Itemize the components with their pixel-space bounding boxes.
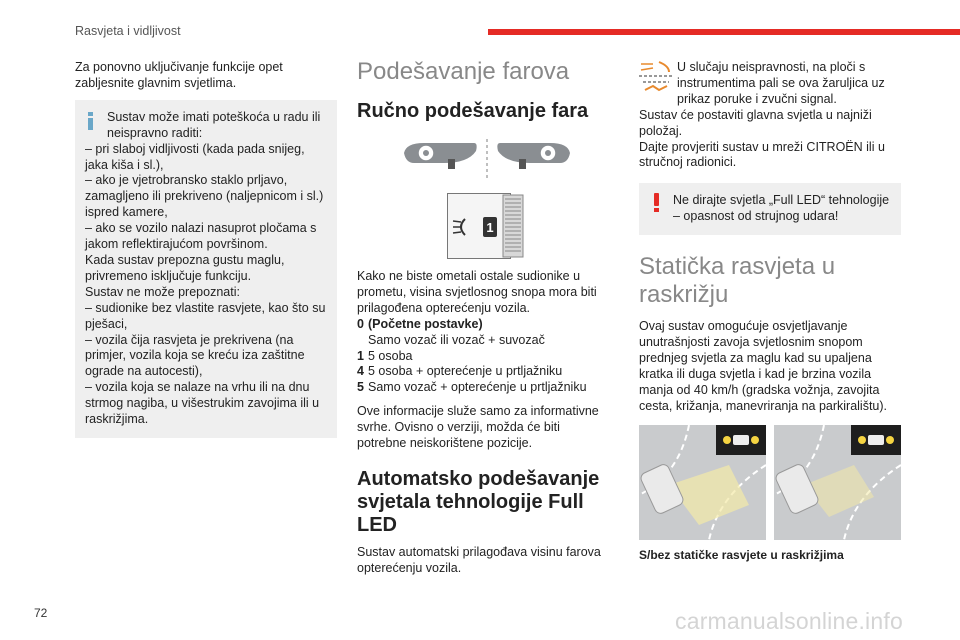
column-right (639, 60, 901, 564)
info-box-line: – ako se vozilo nalazi nasuprot pločama s jakom reflektirajućom površinom. (85, 221, 317, 252)
illustration-without-lighting (774, 425, 901, 540)
level-detail: Samo vozač ili vozač + suvozač (368, 332, 545, 347)
illustration-caption: S/bez statičke rasvjete u raskrižjima (639, 547, 844, 562)
illustration-with-lighting (639, 425, 766, 540)
info-icon (88, 112, 93, 130)
column-left (75, 60, 337, 438)
info-box-line: – sudionike bez vlastite rasvjete, kao što su pješaci, (85, 300, 326, 331)
subsection-title: Ručno podešavanje fara (357, 100, 589, 122)
level-item: 4 5 osoba + opterećenje u prtljažniku (357, 364, 563, 379)
warning-lamp-text: U slučaju neispravnosti, na ploči s instrumentima pali se ova žaruljica uz prikaz poruke i zvučni signal. (677, 60, 885, 106)
note-paragraph: Ove informacije služe samo za informativne svrhe. Ovisno o verziji, možda će biti potrebne neiskorištene pozicije. (357, 404, 599, 451)
header-accent-bar (488, 29, 960, 35)
section-title-static: Statička rasvjeta u raskrižju (639, 253, 836, 309)
warning-text: Ne dirajte svjetla „Full LED“ tehnologije – opasnost od strujnog udara! (673, 193, 890, 224)
headlamp-diagram (404, 139, 570, 181)
level-item: 0 (Početne postavke) (357, 316, 483, 331)
subsection-title-auto: Automatsko podešavanje svjetala tehnologije Full LED (357, 467, 600, 536)
fault-line: Dajte provjeriti sustav u mreži CITROËN ili u stručnoj radionici. (639, 139, 885, 170)
level-item: 5 Samo vozač + opterećenje u prtljažniku (357, 380, 587, 395)
info-box-line: Kada sustav prepozna gustu maglu, privremeno isključuje funkciju. (85, 252, 285, 283)
level-item: 1 5 osoba (357, 348, 413, 363)
info-box-line: – ako je vjetrobransko staklo prljavo, zamagljeno ili prekriveno (naljepnicom i sl.) ispred kamere, (85, 173, 324, 220)
fault-line: Sustav će postaviti glavna svjetla u najniži položaj. (639, 107, 872, 138)
watermark: carmanualsonline.info (675, 608, 903, 634)
headlamp-fault-lamp-icon (639, 60, 673, 92)
section-header: Rasvjeta i vidljivost (75, 24, 181, 38)
page-number: 72 (34, 606, 48, 620)
info-box-line: – vozila koja se nalaze na vrhu ili na dnu strmog nagiba, u višestrukim zavojima ili u raskrižjima. (85, 380, 320, 427)
warning-lamp-block (639, 60, 901, 108)
warning-icon (654, 193, 659, 212)
info-box-first-line: Sustav može imati poteškoća u radu ili neispravno raditi: (107, 109, 321, 140)
info-box-line: Sustav ne može prepoznati: (85, 284, 240, 299)
load-paragraph: Kako ne biste ometali ostale sudionike u prometu, visina svjetlosnog snopa mora biti prilagođena opterećenju vozila. (357, 269, 597, 315)
warning-box (639, 183, 901, 235)
column-middle (357, 58, 607, 577)
auto-paragraph: Sustav automatski prilagođava visinu farova opterećenju vozila. (357, 544, 601, 575)
info-box-line: – pri slaboj vidljivosti (kada pada snijeg, jaka kiša i sl.), (85, 141, 305, 172)
info-box-line: – vozila čija rasvjeta je prekrivena (na primjer, vozila koja se kreću iza zaštitne ograde na autocesti), (85, 332, 305, 379)
section-title: Podešavanje farova (357, 58, 570, 85)
switch-position-label: 1 (486, 220, 494, 235)
intro-paragraph: Za ponovno uključivanje funkcije opet zabljesnite glavnim svjetlima. (75, 60, 283, 90)
illustration-row (639, 425, 901, 540)
level-list (357, 317, 607, 397)
headlamp-adjust-switch-diagram (447, 193, 524, 259)
static-paragraph: Ovaj sustav omogućuje osvjetljavanje unutrašnjosti zavoja svjetlosnim snopom prednjeg svjetla za maglu kad su upaljena kratka ili duga svjetla i kad je brzina vozila manja od 40 km/h (gradska vožnja, zavojita cesta, križanja, manevriranja na parkiralištu). (639, 319, 888, 413)
info-box (75, 100, 337, 438)
